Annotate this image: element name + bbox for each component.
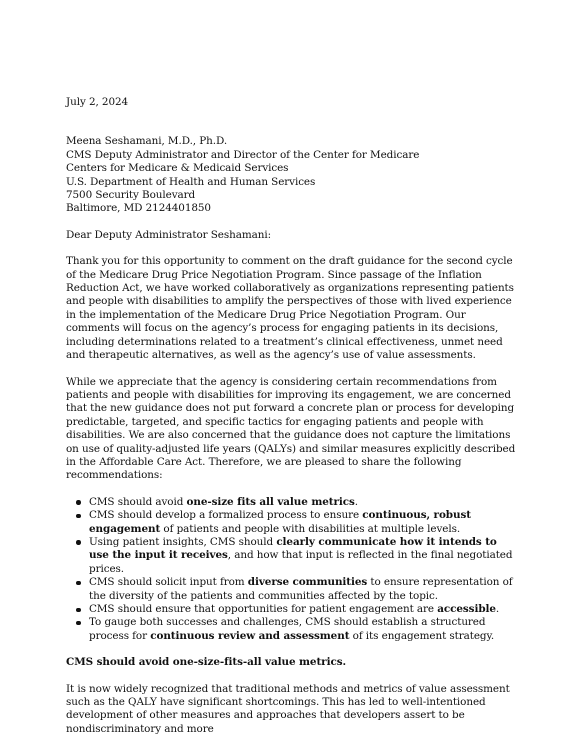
list-item-text: of its engagement strategy. (349, 629, 495, 642)
list-item-emphasis: accessible (437, 603, 496, 615)
list-item-emphasis: continuous, robust engagement (89, 509, 471, 535)
list-item-emphasis: clearly communicate how it intends to use the input it receives (89, 535, 497, 562)
list-item-emphasis: diverse communities (247, 576, 368, 589)
list-item (89, 603, 518, 616)
list-item-text: to ensure representation of the diversity of the patients and communities affected by the topic. (89, 576, 513, 602)
list-item-text: CMS should ensure that opportunities for patient engagement are (89, 603, 438, 615)
list-item (89, 496, 518, 509)
section-heading: CMS should avoid one-size-fits-all value metrics. (66, 656, 346, 669)
list-item-text: of patients and people with disabilities at multiple levels. (160, 522, 461, 535)
recipient-line: Centers for Medicare & Medicaid Services (66, 162, 289, 175)
list-item (89, 616, 518, 643)
list-item-text: . (495, 603, 500, 615)
list-item-emphasis: one-size fits all value metrics (186, 495, 355, 508)
list-item (89, 576, 518, 603)
recipient-line: Baltimore, MD 2124401850 (66, 202, 211, 215)
letter-date: July 2, 2024 (66, 96, 129, 108)
list-item-text: Using patient insights, CMS should (89, 535, 277, 548)
list-item-text: CMS should avoid (89, 495, 187, 508)
body-paragraph: While we appreciate that the agency is considering certain recommendations from patients and people with disabilities for improving its engagement, we are concerned that the new guidance does not put forward a concrete plan or process for developing predictable, targeted, and specific tactics for engaging patients and people with disabilities. We are also concerned that the guidance does not capture the limitations on use of quality-adjusted life years (QALYs) and similar measures explicitly described in the Affordable Care Act. Therefore, we are pleased to share the following recommendations: (66, 375, 516, 482)
list-item-text: CMS should develop a formalized process to ensure (89, 509, 363, 522)
body-paragraph: It is now widely recognized that traditional methods and metrics of value assessment such as the QALY have significant shortcomings. This has led to well-intentioned development of other measures and approaches that developers assert to be nondiscriminatory and more (66, 682, 510, 735)
recipient-line: CMS Deputy Administrator and Director of the Center for Medicare (66, 148, 420, 161)
salutation: Dear Deputy Administrator Seshamani: (66, 228, 272, 241)
list-item-text: CMS should solicit input from (89, 576, 248, 589)
recipient-line: 7500 Security Boulevard (66, 189, 196, 202)
list-item (89, 536, 518, 576)
list-item-emphasis: continuous review and assessment (150, 629, 350, 642)
list-item-text: , and how that input is reflected in the final negotiated prices. (89, 549, 513, 575)
recipient-line: U.S. Department of Health and Human Services (66, 175, 316, 188)
list-item-text: To gauge both successes and challenges, CMS should establish a structured process for (89, 616, 486, 642)
list-item-text: . (354, 495, 359, 508)
letter-page (66, 96, 518, 736)
recommendations-list (66, 496, 518, 643)
list-item (89, 509, 518, 536)
body-paragraph: Thank you for this opportunity to comment on the draft guidance for the second cycle of the Medicare Drug Price Negotiation Program. Since passage of the Inflation Reduction Act, we have worked collaboratively as organizations representing patients and people with disabilities to amplify the perspectives of those with lived experience in the implementation of the Medicare Drug Price Negotiation Program. Our comments will focus on the agency’s process for engaging patients in its decisions, including determinations related to a treatment’s clinical effectiveness, unmet need and therapeutic alternatives, as well as the agency’s use of value assessments. (66, 255, 514, 362)
recipient-line: Meena Seshamani, M.D., Ph.D. (66, 135, 228, 148)
recipient-address (66, 135, 518, 215)
